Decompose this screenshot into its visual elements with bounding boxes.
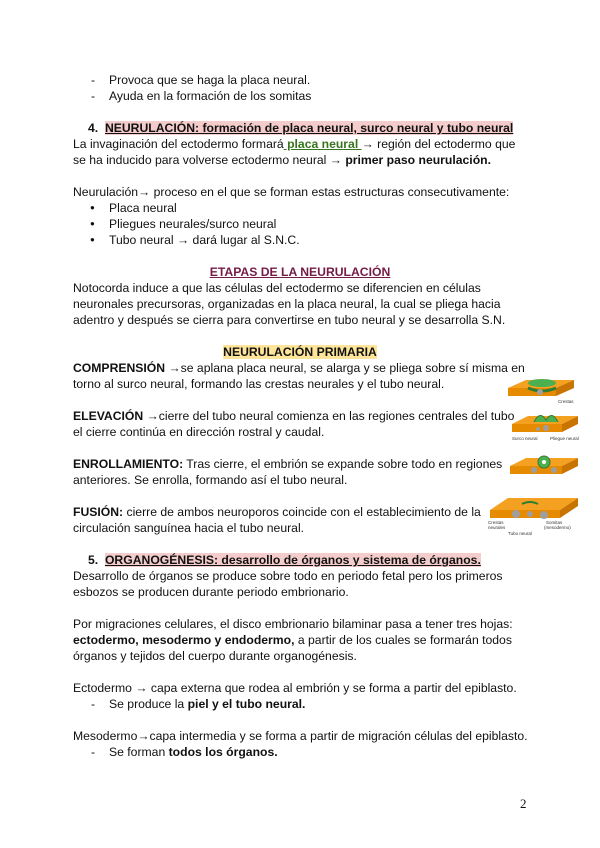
fig2-label-b: Pliegue neural (550, 436, 579, 441)
placa-neural-term: placa neural (283, 137, 362, 151)
sec4-p1-arrow: → (326, 153, 346, 167)
ectodermo-bullet (109, 696, 305, 712)
enrollamiento-label: ENROLLAMIENTO: (73, 457, 184, 471)
mesodermo-bullet (109, 744, 278, 760)
compresion-line1 (73, 360, 525, 376)
section-5-number: 5. (88, 553, 99, 567)
section-4-number: 4. (88, 121, 99, 135)
sec4-p2: Neurulación→ proceso en el que se forman estas estructuras consecutivamente: (73, 185, 510, 199)
etapas-heading-wrap (0, 264, 600, 280)
neural-plate-figure-2 (510, 410, 582, 444)
elevacion-label: ELEVACIÓN (73, 409, 144, 423)
compresion-label: COMPRENSIÓN (73, 361, 166, 375)
sec5-p1-line: Desarrollo de órganos se produce sobre todo en periodo fetal pero los primeros (73, 569, 503, 583)
compresion-line2: torno al surco neural, formando las crestas neurales y el tubo neural. (73, 377, 445, 391)
elevacion-line1 (73, 408, 514, 424)
ectodermo-line: Ectodermo → capa externa que rodea al embrión y se forma a partir del epiblasto. (73, 681, 517, 695)
enrollamiento-line1 (73, 456, 502, 472)
page-number: 2 (520, 796, 527, 811)
fig4-label-a: Crestas (488, 520, 504, 525)
neural-plate-figure-1 (506, 372, 576, 408)
fusion-label: FUSIÓN: (73, 505, 124, 519)
fig4-label-b: neurales (488, 525, 506, 530)
sec4-p1-line2 (73, 152, 491, 168)
fusion-line1 (73, 504, 481, 520)
section-5-title: ORGANOGÉNESIS: desarrollo de órganos y sistema de órganos. (104, 553, 481, 567)
fusion-text: cierre de ambos neuroporos coincide con el establecimiento de la (123, 505, 481, 519)
tres-hojas-term: ectodermo, mesodermo y endodermo, (73, 633, 295, 647)
sec5-p2-line3: órganos y tejidos del cuerpo durante organogénesis. (73, 649, 357, 663)
bullet-top-1: - Provoca que se haga la placa neural. (109, 72, 310, 88)
sec4-list-item: ● Placa neural (109, 200, 177, 216)
elevacion-line2: el cierre continúa en dirección rostral y caudal. (73, 425, 325, 439)
primaria-heading: NEURULACIÓN PRIMARIA (223, 345, 377, 359)
etapas-line: adentro y después se cierra para convertirse en tubo neural y se desarrolla S.N. (73, 313, 506, 327)
meso-bullet-bold: todos los órganos. (168, 745, 278, 759)
compresion-text: →se aplana placa neural, se alarga y se pliega sobre sí misma en (165, 361, 525, 375)
bullet-top-2: - Ayuda en la formación de los somitas (109, 88, 311, 104)
etapas-line: neuronales precursoras, organizadas en la placa neural, la cual se pliega hacia (73, 297, 501, 311)
sec4-p1-text: La invaginación del ectodermo formará (73, 137, 284, 151)
neural-tube-figure-4 (486, 490, 580, 538)
enrollamiento-text: Tras cierre, el embrión se expande sobre todo en regiones (183, 457, 503, 471)
sec4-list-item: ● Tubo neural → dará lugar al S.N.C. (109, 232, 300, 248)
enrollamiento-line2: anteriores. Se enrolla, formando así el tubo neural. (73, 473, 348, 487)
ecto-bullet-bold: piel y el tubo neural. (187, 697, 306, 711)
elevacion-text: →cierre del tubo neural comienza en las regiones centrales del tubo (143, 409, 515, 423)
ecto-bullet-text: Se produce la (109, 697, 188, 711)
fig2-label-a: Surco neural (512, 436, 538, 441)
primaria-heading-wrap (0, 344, 600, 360)
sec4-p1-text-b: → región del ectodermo que (361, 137, 516, 151)
sec5-p2-text: a partir de los cuales se formarán todos (294, 633, 512, 647)
neural-tube-figure-3 (508, 450, 582, 484)
sec5-p2-line1: Por migraciones celulares, el disco embrionario bilaminar pasa a tener tres hojas: (73, 617, 513, 631)
sec4-p1-text-c: se ha inducido para volverse ectodermo neural (73, 153, 327, 167)
sec5-p2-line2 (73, 632, 512, 648)
etapas-heading: ETAPAS DE LA NEURULACIÓN (209, 265, 391, 279)
etapas-line: Notocorda induce a que las células del ectodermo se diferencien en células (73, 281, 481, 295)
primer-paso-term: primer paso neurulación. (345, 153, 491, 167)
meso-bullet-text: Se forman (109, 745, 169, 759)
sec4-p1-line1 (73, 136, 515, 152)
fusion-line2: circulación sanguínea hacia el tubo neural. (73, 521, 305, 535)
sec5-p1-line: esbozos se producen durante periodo embrionario. (73, 585, 349, 599)
fig4-label-c: Tubo neural (508, 531, 532, 536)
sec4-list-item: ● Pliegues neurales/surco neural (109, 216, 276, 232)
mesodermo-line: Mesodermo→capa intermedia y se forma a partir de migración células del epiblasto. (73, 729, 528, 743)
fig4-label-e: (mesodermo) (544, 525, 571, 530)
section-4-title: NEURULACIÓN: formación de placa neural, surco neural y tubo neural (104, 121, 514, 135)
fig4-label-d: Somitas (546, 520, 563, 525)
section-5-heading (88, 552, 481, 568)
section-4-heading (88, 120, 513, 136)
fig1-label: Crestas (558, 399, 574, 404)
